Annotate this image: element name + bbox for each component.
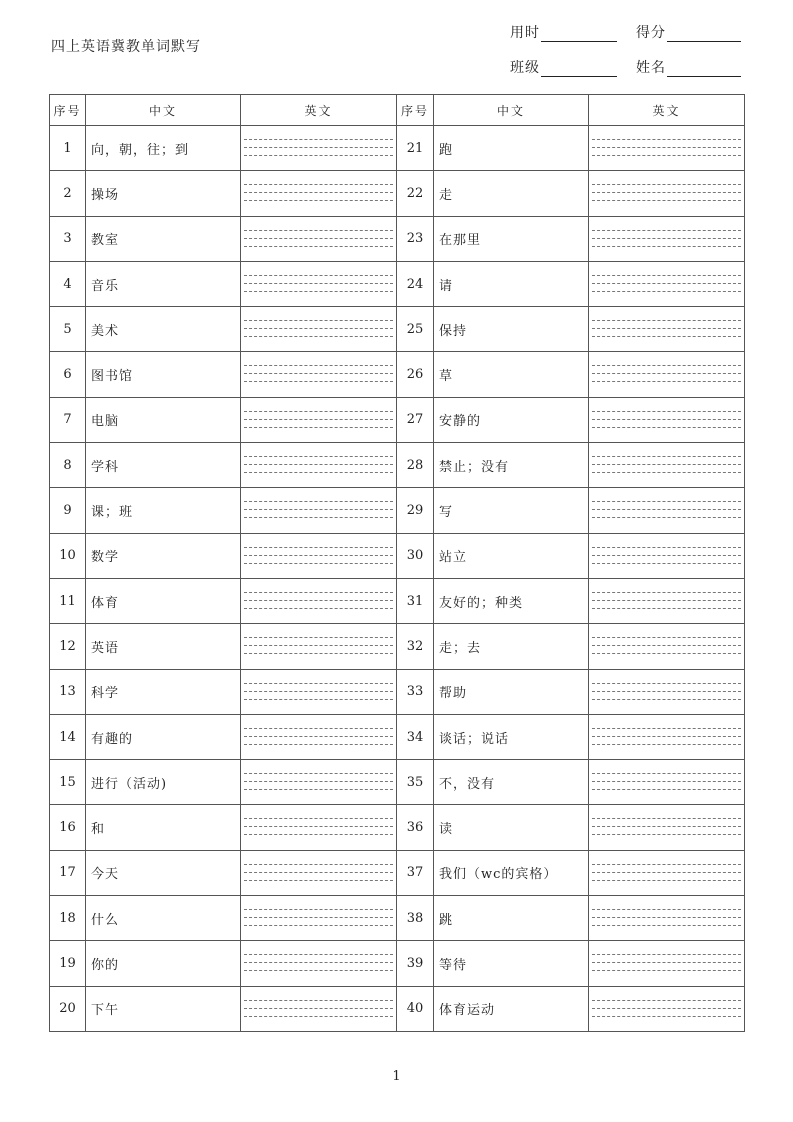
writing-guide-line	[244, 872, 393, 873]
writing-guide-line	[244, 1000, 393, 1001]
answer-cell[interactable]	[589, 714, 745, 759]
writing-guide-line	[244, 200, 393, 201]
table-row	[50, 397, 745, 442]
answer-cell[interactable]	[241, 896, 397, 941]
writing-guide-line	[592, 736, 741, 737]
item-number: 33	[397, 669, 434, 714]
answer-cell[interactable]	[241, 941, 397, 986]
writing-guide-line	[592, 563, 741, 564]
writing-guide-line	[244, 789, 393, 790]
writing-guide-line	[592, 427, 741, 428]
writing-guide-line	[244, 517, 393, 518]
chinese-word: 读	[434, 805, 589, 850]
writing-guide-line	[244, 427, 393, 428]
writing-guide-line	[592, 547, 741, 548]
item-number: 15	[50, 760, 86, 805]
chinese-word: 请	[434, 261, 589, 306]
writing-guide-line	[592, 1008, 741, 1009]
writing-guide-line	[592, 872, 741, 873]
class-field	[510, 57, 617, 77]
writing-guide-line	[592, 192, 741, 193]
item-number: 22	[397, 171, 434, 216]
table-row	[50, 261, 745, 306]
chinese-word: 操场	[86, 171, 241, 216]
writing-guide-line	[592, 645, 741, 646]
writing-guide-line	[244, 691, 393, 692]
writing-guide-line	[592, 365, 741, 366]
chinese-word: 音乐	[86, 261, 241, 306]
item-number: 32	[397, 624, 434, 669]
item-number: 18	[50, 896, 86, 941]
writing-guide-line	[244, 139, 393, 140]
table-row	[50, 986, 745, 1031]
chinese-word: 你的	[86, 941, 241, 986]
answer-cell[interactable]	[241, 850, 397, 895]
writing-guide-line	[592, 600, 741, 601]
class-label: 班级	[510, 60, 540, 76]
answer-cell[interactable]	[589, 578, 745, 623]
item-number: 5	[50, 307, 86, 352]
chinese-word: 走	[434, 171, 589, 216]
writing-guide-line	[592, 411, 741, 412]
writing-guide-line	[592, 789, 741, 790]
item-number: 28	[397, 443, 434, 488]
writing-guide-line	[592, 230, 741, 231]
table-row	[50, 216, 745, 261]
writing-guide-line	[244, 683, 393, 684]
writing-guide-line	[244, 230, 393, 231]
writing-guide-line	[244, 411, 393, 412]
writing-guide-line	[244, 637, 393, 638]
header-number: 序号	[397, 95, 434, 126]
chinese-word: 禁止；没有	[434, 443, 589, 488]
writing-guide-line	[244, 246, 393, 247]
chinese-word: 安静的	[434, 397, 589, 442]
writing-guide-line	[592, 683, 741, 684]
header-chinese: 中文	[434, 95, 589, 126]
item-number: 26	[397, 352, 434, 397]
chinese-word: 和	[86, 805, 241, 850]
writing-guide-line	[244, 563, 393, 564]
answer-cell[interactable]	[589, 261, 745, 306]
writing-guide-line	[244, 608, 393, 609]
table-row	[50, 352, 745, 397]
writing-guide-line	[592, 373, 741, 374]
score-label: 得分	[636, 25, 666, 41]
writing-guide-line	[244, 781, 393, 782]
chinese-word: 草	[434, 352, 589, 397]
writing-guide-line	[244, 238, 393, 239]
writing-guide-line	[592, 653, 741, 654]
table-row	[50, 624, 745, 669]
chinese-word: 不，没有	[434, 760, 589, 805]
writing-guide-line	[244, 1016, 393, 1017]
writing-guide-line	[592, 781, 741, 782]
chinese-word: 谈话；说话	[434, 714, 589, 759]
item-number: 21	[397, 126, 434, 171]
writing-guide-line	[244, 925, 393, 926]
writing-guide-line	[244, 381, 393, 382]
answer-cell[interactable]	[241, 352, 397, 397]
item-number: 34	[397, 714, 434, 759]
table-row	[50, 941, 745, 986]
writing-guide-line	[592, 909, 741, 910]
answer-cell[interactable]	[589, 352, 745, 397]
table-row	[50, 533, 745, 578]
item-number: 40	[397, 986, 434, 1031]
score-field	[636, 22, 741, 42]
chinese-word: 课；班	[86, 488, 241, 533]
writing-guide-line	[244, 547, 393, 548]
answer-cell[interactable]	[241, 714, 397, 759]
writing-guide-line	[592, 139, 741, 140]
writing-guide-line	[244, 954, 393, 955]
writing-guide-line	[244, 600, 393, 601]
answer-cell[interactable]	[589, 397, 745, 442]
score-blank[interactable]	[667, 26, 741, 42]
answer-cell[interactable]	[241, 488, 397, 533]
item-number: 38	[397, 896, 434, 941]
answer-cell[interactable]	[589, 760, 745, 805]
table-row	[50, 805, 745, 850]
chinese-word: 向，朝，往；到	[86, 126, 241, 171]
answer-cell[interactable]	[589, 307, 745, 352]
writing-guide-line	[592, 517, 741, 518]
answer-cell[interactable]	[241, 669, 397, 714]
writing-guide-line	[592, 381, 741, 382]
item-number: 8	[50, 443, 86, 488]
item-number: 17	[50, 850, 86, 895]
chinese-word: 科学	[86, 669, 241, 714]
table-row	[50, 760, 745, 805]
chinese-word: 跳	[434, 896, 589, 941]
header-chinese: 中文	[86, 95, 241, 126]
writing-guide-line	[244, 283, 393, 284]
answer-cell[interactable]	[589, 126, 745, 171]
writing-guide-line	[592, 155, 741, 156]
writing-guide-line	[244, 826, 393, 827]
table-row	[50, 578, 745, 623]
answer-cell[interactable]	[589, 805, 745, 850]
writing-guide-line	[244, 962, 393, 963]
answer-cell[interactable]	[589, 488, 745, 533]
header-number: 序号	[50, 95, 86, 126]
writing-guide-line	[592, 818, 741, 819]
item-number: 7	[50, 397, 86, 442]
writing-guide-line	[244, 328, 393, 329]
writing-guide-line	[244, 736, 393, 737]
writing-guide-line	[244, 773, 393, 774]
table-row	[50, 171, 745, 216]
writing-guide-line	[592, 691, 741, 692]
writing-guide-line	[244, 373, 393, 374]
item-number: 20	[50, 986, 86, 1031]
table-row	[50, 850, 745, 895]
writing-guide-line	[592, 954, 741, 955]
answer-cell[interactable]	[589, 850, 745, 895]
item-number: 27	[397, 397, 434, 442]
writing-guide-line	[592, 917, 741, 918]
writing-guide-line	[592, 328, 741, 329]
writing-guide-line	[244, 728, 393, 729]
writing-guide-line	[244, 880, 393, 881]
answer-cell[interactable]	[589, 171, 745, 216]
writing-guide-line	[592, 501, 741, 502]
item-number: 19	[50, 941, 86, 986]
page-number: 1	[392, 1069, 401, 1084]
item-number: 2	[50, 171, 86, 216]
writing-guide-line	[592, 184, 741, 185]
writing-guide-line	[244, 1008, 393, 1009]
writing-guide-line	[244, 155, 393, 156]
chinese-word: 走；去	[434, 624, 589, 669]
answer-cell[interactable]	[241, 533, 397, 578]
writing-guide-line	[592, 834, 741, 835]
writing-guide-line	[244, 275, 393, 276]
item-number: 35	[397, 760, 434, 805]
writing-guide-line	[592, 744, 741, 745]
writing-guide-line	[592, 880, 741, 881]
writing-guide-line	[244, 192, 393, 193]
answer-cell[interactable]	[241, 760, 397, 805]
writing-guide-line	[592, 592, 741, 593]
writing-guide-line	[244, 699, 393, 700]
writing-guide-line	[592, 320, 741, 321]
chinese-word: 有趣的	[86, 714, 241, 759]
header-english: 英文	[589, 95, 745, 126]
chinese-word: 图书馆	[86, 352, 241, 397]
chinese-word: 什么	[86, 896, 241, 941]
chinese-word: 数学	[86, 533, 241, 578]
page-title: 四上英语冀教单词默写	[51, 39, 201, 55]
writing-guide-line	[244, 456, 393, 457]
writing-guide-line	[244, 744, 393, 745]
answer-cell[interactable]	[589, 941, 745, 986]
writing-guide-line	[244, 653, 393, 654]
answer-cell[interactable]	[589, 216, 745, 261]
chinese-word: 站立	[434, 533, 589, 578]
answer-cell[interactable]	[589, 533, 745, 578]
name-label: 姓名	[636, 60, 666, 76]
item-number: 23	[397, 216, 434, 261]
writing-guide-line	[244, 818, 393, 819]
chinese-word: 体育	[86, 578, 241, 623]
writing-guide-line	[244, 472, 393, 473]
writing-guide-line	[592, 509, 741, 510]
chinese-word: 教室	[86, 216, 241, 261]
writing-guide-line	[592, 826, 741, 827]
name-blank[interactable]	[667, 61, 741, 77]
table-row	[50, 896, 745, 941]
writing-guide-line	[244, 917, 393, 918]
answer-cell[interactable]	[589, 896, 745, 941]
writing-guide-line	[244, 184, 393, 185]
chinese-word: 美术	[86, 307, 241, 352]
chinese-word: 跑	[434, 126, 589, 171]
writing-guide-line	[244, 291, 393, 292]
writing-guide-line	[592, 699, 741, 700]
writing-guide-line	[244, 147, 393, 148]
item-number: 13	[50, 669, 86, 714]
answer-cell[interactable]	[241, 624, 397, 669]
writing-guide-line	[592, 1016, 741, 1017]
writing-guide-line	[592, 925, 741, 926]
name-field	[636, 57, 741, 77]
item-number: 12	[50, 624, 86, 669]
writing-guide-line	[244, 592, 393, 593]
chinese-word: 保持	[434, 307, 589, 352]
writing-guide-line	[244, 501, 393, 502]
time-field	[510, 22, 617, 42]
item-number: 39	[397, 941, 434, 986]
table-row	[50, 669, 745, 714]
item-number: 11	[50, 578, 86, 623]
writing-guide-line	[592, 555, 741, 556]
writing-guide-line	[592, 200, 741, 201]
item-number: 37	[397, 850, 434, 895]
chinese-word: 体育运动	[434, 986, 589, 1031]
chinese-word: 下午	[86, 986, 241, 1031]
writing-guide-line	[244, 509, 393, 510]
item-number: 29	[397, 488, 434, 533]
item-number: 31	[397, 578, 434, 623]
writing-guide-line	[592, 147, 741, 148]
table-row	[50, 126, 745, 171]
answer-cell[interactable]	[241, 171, 397, 216]
writing-guide-line	[244, 365, 393, 366]
answer-cell[interactable]	[241, 397, 397, 442]
dictation-table	[49, 94, 745, 1032]
writing-guide-line	[244, 464, 393, 465]
writing-guide-line	[244, 909, 393, 910]
writing-guide-line	[592, 275, 741, 276]
writing-guide-line	[592, 773, 741, 774]
answer-cell[interactable]	[589, 443, 745, 488]
answer-cell[interactable]	[241, 986, 397, 1031]
writing-guide-line	[592, 464, 741, 465]
item-number: 3	[50, 216, 86, 261]
answer-cell[interactable]	[241, 307, 397, 352]
table-row	[50, 307, 745, 352]
writing-guide-line	[592, 283, 741, 284]
answer-cell[interactable]	[241, 216, 397, 261]
answer-cell[interactable]	[589, 986, 745, 1031]
chinese-word: 等待	[434, 941, 589, 986]
writing-guide-line	[592, 419, 741, 420]
writing-guide-line	[244, 419, 393, 420]
item-number: 16	[50, 805, 86, 850]
item-number: 14	[50, 714, 86, 759]
answer-cell[interactable]	[241, 261, 397, 306]
writing-guide-line	[244, 864, 393, 865]
writing-guide-line	[592, 970, 741, 971]
class-blank[interactable]	[541, 61, 617, 77]
writing-guide-line	[592, 456, 741, 457]
writing-guide-line	[592, 336, 741, 337]
writing-guide-line	[244, 555, 393, 556]
writing-guide-line	[592, 728, 741, 729]
writing-guide-line	[592, 1000, 741, 1001]
writing-guide-line	[244, 336, 393, 337]
chinese-word: 写	[434, 488, 589, 533]
writing-guide-line	[592, 291, 741, 292]
writing-guide-line	[592, 246, 741, 247]
answer-cell[interactable]	[241, 578, 397, 623]
writing-guide-line	[592, 608, 741, 609]
table-row	[50, 443, 745, 488]
writing-guide-line	[592, 962, 741, 963]
writing-guide-line	[592, 864, 741, 865]
item-number: 30	[397, 533, 434, 578]
item-number: 10	[50, 533, 86, 578]
header-english: 英文	[241, 95, 397, 126]
item-number: 36	[397, 805, 434, 850]
answer-cell[interactable]	[589, 624, 745, 669]
table-header-row	[50, 95, 745, 126]
table-row	[50, 488, 745, 533]
chinese-word: 英语	[86, 624, 241, 669]
chinese-word: 今天	[86, 850, 241, 895]
writing-guide-line	[244, 645, 393, 646]
chinese-word: 帮助	[434, 669, 589, 714]
writing-guide-line	[592, 637, 741, 638]
item-number: 6	[50, 352, 86, 397]
writing-guide-line	[244, 970, 393, 971]
item-number: 1	[50, 126, 86, 171]
item-number: 24	[397, 261, 434, 306]
item-number: 9	[50, 488, 86, 533]
table-row	[50, 714, 745, 759]
chinese-word: 学科	[86, 443, 241, 488]
time-blank[interactable]	[541, 26, 617, 42]
chinese-word: 电脑	[86, 397, 241, 442]
chinese-word: 友好的；种类	[434, 578, 589, 623]
chinese-word: 我们（wc的宾格）	[434, 850, 589, 895]
item-number: 25	[397, 307, 434, 352]
chinese-word: 在那里	[434, 216, 589, 261]
item-number: 4	[50, 261, 86, 306]
time-label: 用时	[510, 25, 540, 41]
writing-guide-line	[592, 238, 741, 239]
writing-guide-line	[244, 834, 393, 835]
answer-cell[interactable]	[241, 805, 397, 850]
answer-cell[interactable]	[241, 443, 397, 488]
writing-guide-line	[592, 472, 741, 473]
answer-cell[interactable]	[241, 126, 397, 171]
answer-cell[interactable]	[589, 669, 745, 714]
chinese-word: 进行（活动)	[86, 760, 241, 805]
writing-guide-line	[244, 320, 393, 321]
